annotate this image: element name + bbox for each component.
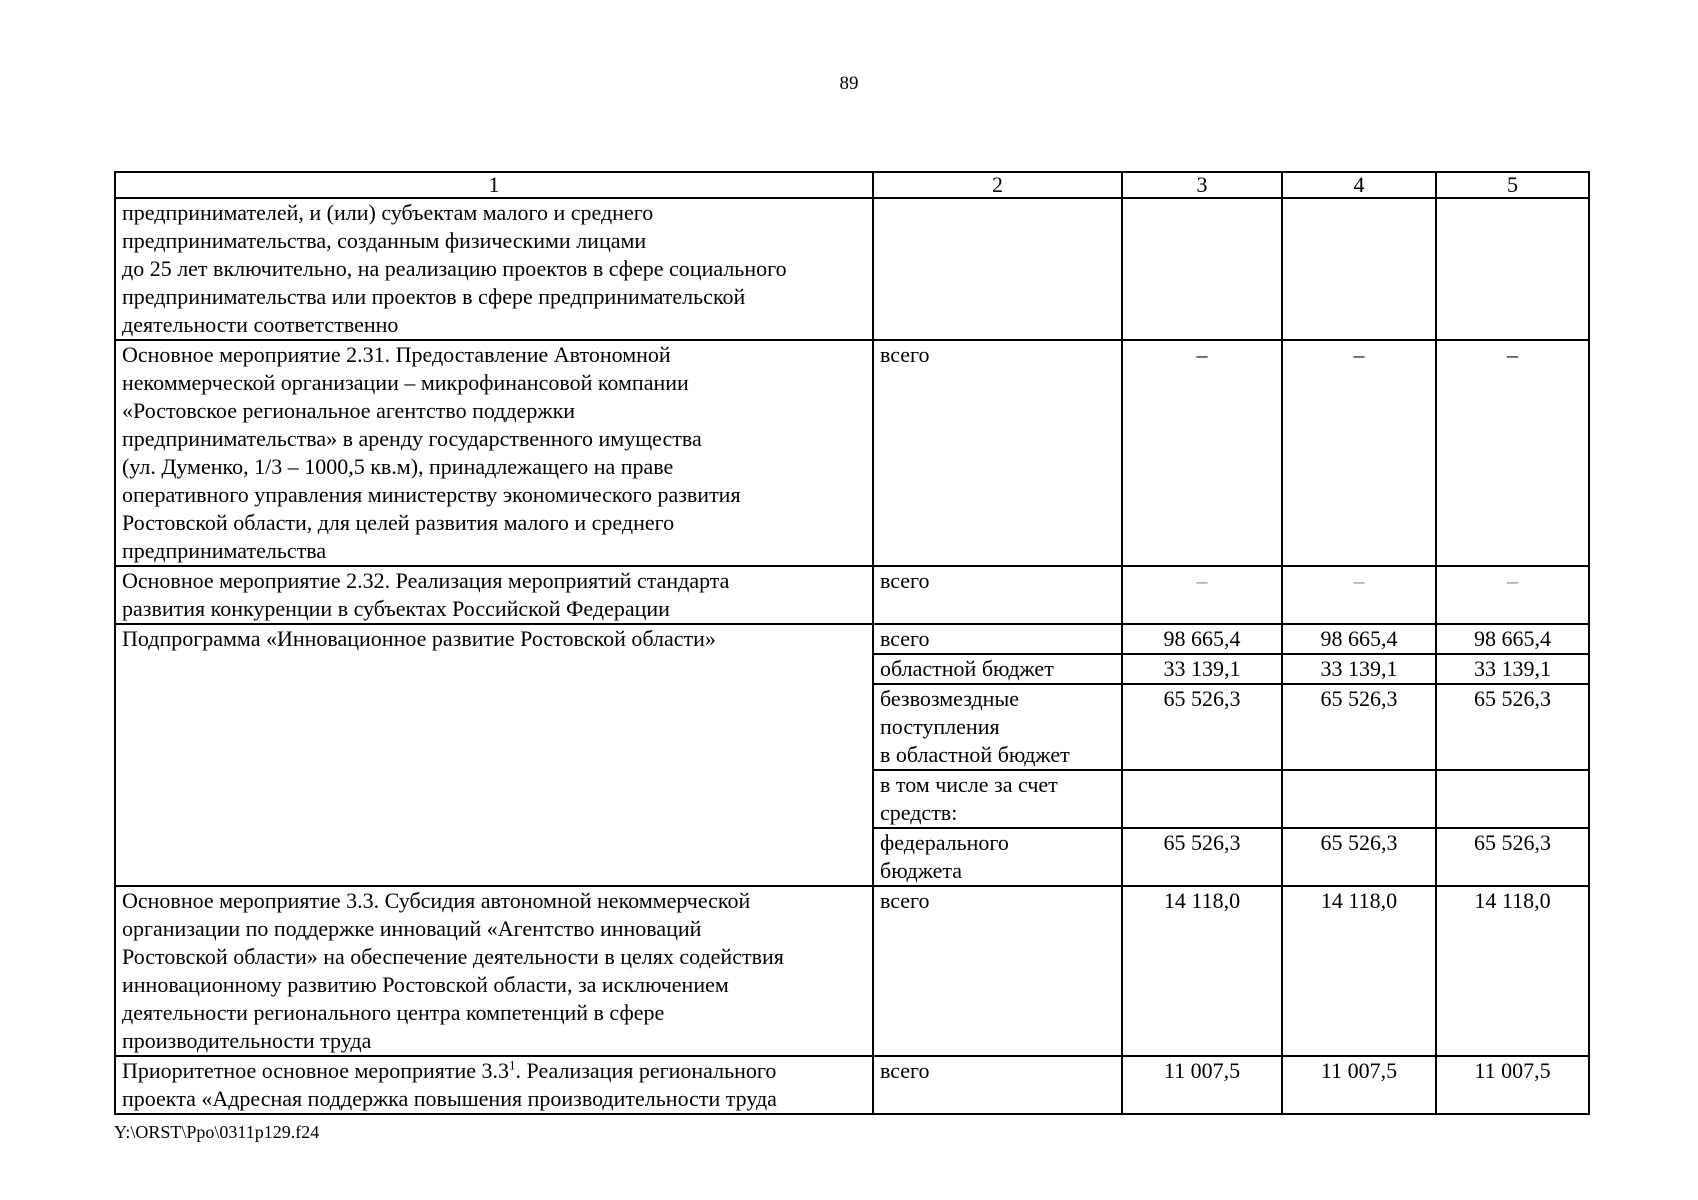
value-cell: – (1436, 566, 1589, 624)
source-cell: всего (873, 566, 1122, 624)
measure-name-cell (115, 566, 873, 624)
measure-name-line: Ростовской области» на обеспечение деятельности в целях содействия (122, 944, 784, 969)
source-cell: областной бюджет (873, 654, 1122, 684)
value-cell: 98 665,4 (1282, 624, 1436, 654)
measure-name-line: Основное мероприятие 2.31. Предоставление Автономной (122, 342, 671, 367)
superscript-index: 1 (509, 1057, 516, 1073)
value-cell: 65 526,3 (1122, 828, 1282, 886)
table-row-measure-3-3 (115, 886, 1589, 1056)
value-cell (1122, 770, 1282, 828)
measure-name-line: предпринимательства, созданным физическими лицами (122, 228, 647, 253)
value-cell: 14 118,0 (1436, 886, 1589, 1056)
measure-name-line: проекта «Адресная поддержка повышения производительности труда (122, 1086, 777, 1111)
source-cell (873, 828, 1122, 886)
measure-name-line: деятельности регионального центра компетенций в сфере (122, 1000, 665, 1025)
measure-name-line: предпринимательства (122, 538, 327, 563)
measure-name-line: Ростовской области, для целей развития малого и среднего (122, 510, 675, 535)
value-cell (1282, 198, 1436, 340)
value-cell: 65 526,3 (1282, 828, 1436, 886)
source-line: средств: (880, 800, 958, 825)
measure-name-line (122, 1057, 866, 1085)
measure-name-line: организации по поддержке инноваций «Агентство инноваций (122, 916, 702, 941)
value-cell: – (1282, 340, 1436, 566)
measure-name-line: производительности труда (122, 1028, 372, 1053)
source-line: федерального (880, 830, 1009, 855)
table-row-measure-2-31 (115, 340, 1589, 566)
header-col-4: 4 (1282, 172, 1436, 198)
subprogram-name-cell: Подпрограмма «Инновационное развитие Ростовской области» (115, 624, 873, 886)
value-cell: – (1122, 340, 1282, 566)
value-cell: 11 007,5 (1122, 1056, 1282, 1114)
measure-name-line: (ул. Думенко, 1/3 – 1000,5 кв.м), принадлежащего на праве (122, 454, 674, 479)
header-col-5: 5 (1436, 172, 1589, 198)
measure-name-line: Основное мероприятие 3.3. Субсидия автономной некоммерческой (122, 888, 751, 913)
measure-name-line: предпринимательства или проектов в сфере предпринимательской (122, 284, 746, 309)
value-cell: 65 526,3 (1436, 828, 1589, 886)
value-cell: 33 139,1 (1436, 654, 1589, 684)
value-cell: 98 665,4 (1122, 624, 1282, 654)
table-row-measure-3-3-1 (115, 1056, 1589, 1114)
measure-name-cell (115, 198, 873, 340)
source-cell: всего (873, 624, 1122, 654)
measure-name-line: деятельности соответственно (122, 312, 399, 337)
value-cell: 33 139,1 (1282, 654, 1436, 684)
table-row-measure-2-32 (115, 566, 1589, 624)
measure-name-line: до 25 лет включительно, на реализацию проектов в сфере социального (122, 256, 787, 281)
header-col-3: 3 (1122, 172, 1282, 198)
source-cell: всего (873, 340, 1122, 566)
file-path-footer: Y:\ORST\Ppo\0311p129.f24 (114, 1122, 320, 1142)
value-cell: – (1436, 340, 1589, 566)
table-row-continuation (115, 198, 1589, 340)
table-header-row (115, 172, 1589, 198)
source-line: бюджета (880, 858, 963, 883)
value-cell: 14 118,0 (1282, 886, 1436, 1056)
value-cell: 11 007,5 (1436, 1056, 1589, 1114)
table-row-subprogram-total (115, 624, 1589, 654)
budget-table (114, 171, 1590, 1115)
source-line: безвозмездные (880, 686, 1020, 711)
source-cell (873, 198, 1122, 340)
value-cell: 14 118,0 (1122, 886, 1282, 1056)
value-cell: 65 526,3 (1122, 684, 1282, 770)
source-cell: всего (873, 1056, 1122, 1114)
value-cell (1122, 198, 1282, 340)
page-number: 89 (839, 73, 859, 94)
source-cell (873, 684, 1122, 770)
value-cell: 65 526,3 (1282, 684, 1436, 770)
value-cell (1282, 770, 1436, 828)
header-col-1: 1 (115, 172, 873, 198)
value-cell: 11 007,5 (1282, 1056, 1436, 1114)
source-line: поступления (880, 714, 1000, 739)
measure-name-text: . Реализация регионального (515, 1058, 777, 1083)
value-cell: 98 665,4 (1436, 624, 1589, 654)
measure-name-line: Основное мероприятие 2.32. Реализация мероприятий стандарта (122, 568, 730, 593)
measure-name-cell (115, 886, 873, 1056)
source-cell (873, 770, 1122, 828)
value-cell: – (1122, 566, 1282, 624)
measure-name-line: некоммерческой организации – микрофинансовой компании (122, 370, 689, 395)
header-col-2: 2 (873, 172, 1122, 198)
value-cell (1436, 198, 1589, 340)
measure-name-line: инновационному развитию Ростовской области, за исключением (122, 972, 729, 997)
measure-name-cell (115, 340, 873, 566)
value-cell: 65 526,3 (1436, 684, 1589, 770)
measure-name-line: «Ростовское региональное агентство поддержки (122, 398, 576, 423)
measure-name-line: оперативного управления министерству экономического развития (122, 482, 741, 507)
source-cell: всего (873, 886, 1122, 1056)
source-line: в областной бюджет (880, 742, 1070, 767)
value-cell (1436, 770, 1589, 828)
value-cell: 33 139,1 (1122, 654, 1282, 684)
measure-name-cell (115, 1056, 873, 1114)
measure-name-text: Приоритетное основное мероприятие 3.3 (122, 1058, 510, 1083)
measure-name-line: развития конкуренции в субъектах Российской Федерации (122, 596, 670, 621)
measure-name-line: предпринимательства» в аренду государственного имущества (122, 426, 702, 451)
source-line: в том числе за счет (880, 772, 1058, 797)
value-cell: – (1282, 566, 1436, 624)
measure-name-line: предпринимателей, и (или) субъектам малого и среднего (122, 200, 654, 225)
